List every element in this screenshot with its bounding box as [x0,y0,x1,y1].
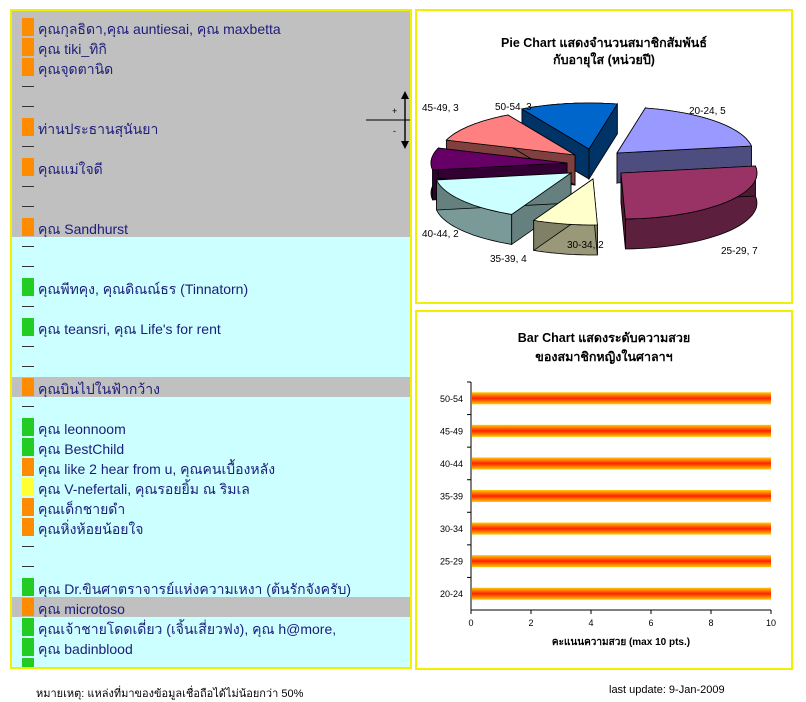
pie-chart [417,11,791,302]
status-marker [22,578,34,596]
member-name: คุณ microtoso [38,601,125,617]
status-marker [22,118,34,136]
status-marker [22,158,34,176]
pie-label-40-44: 40-44, 2 [422,229,459,240]
member-row [12,117,410,137]
member-row [12,637,410,657]
pie-label-35-39: 35-39, 4 [490,254,527,265]
member-row [12,57,410,77]
member-row [12,137,410,157]
member-name: ท่านประธานสุนันยา [38,121,159,137]
bar-40-44 [472,457,771,469]
member-row [12,497,410,517]
pie-label-20-24: 20-24, 5 [689,106,726,117]
y-tick-label: 35-39 [439,491,463,502]
bar-chart [417,312,791,668]
member-row [12,617,410,637]
pie-slice-top-20-24 [617,108,751,153]
status-marker [22,598,34,616]
member-row [12,577,410,597]
bar-chart-panel [415,310,793,670]
member-name: คุณ like 2 hear from u, คุณคนเบื้องหลัง [38,461,276,477]
y-tick-label: 45-49 [439,426,463,437]
member-list-panel [10,9,412,669]
bar-35-39 [472,490,771,502]
pie-chart-title: Pie Chart แสดงจำนวนสมาชิกสัมพันธ์ [501,36,707,50]
y-tick-label: 40-44 [439,458,463,469]
member-row [12,417,410,437]
status-marker [22,58,34,76]
member-row [12,217,410,237]
status-marker [22,458,34,476]
y-tick-label: 20-24 [439,589,463,600]
status-marker [22,218,34,236]
member-list [12,11,410,667]
member-row [12,17,410,37]
bar-45-49 [472,425,771,437]
member-row [12,377,410,397]
bar-chart-title: Bar Chart แสดงระดับความสวย [517,331,691,345]
status-marker [22,38,34,56]
bar-20-24 [472,588,771,600]
member-row [12,157,410,177]
x-tick-label: 10 [765,618,777,628]
status-marker [22,378,34,396]
status-marker [22,498,34,516]
pie-label-50-54: 50-54, 3 [495,102,532,113]
member-name: คุณ tiki_ทิกิ [38,41,107,57]
status-marker [22,438,34,456]
member-row [12,537,410,557]
member-name: คุณ badinblood [38,641,133,657]
status-marker [22,318,34,336]
member-name: คุณหิ่งห้อยน้อยใจ [38,521,144,537]
status-marker [22,518,34,536]
x-tick-label: 2 [528,618,534,628]
last-update: last update: 9-Jan-2009 [609,684,725,696]
member-name: คุณ BestChild [38,441,125,457]
member-name: คุณแม่ใจดี [38,161,103,177]
member-name: คุณเจ้าชายโดดเดี่ยว (เจิ้นเสี่ยวฟง), คุณ h@more, [38,621,337,637]
footnote: หมายเหตุ: แหล่งที่มาของข้อมูลเชื่อถือได้ไม่น้อยกว่า 50% [36,688,304,700]
member-row [12,77,410,97]
bar-50-54 [472,392,771,404]
arrow-down-icon [401,141,409,149]
member-name: คุณเด็กชายดำ [38,501,126,517]
member-row [12,177,410,197]
x-tick-label: 4 [588,618,594,628]
status-marker [22,18,34,36]
pie-chart-panel [415,9,793,304]
x-tick-label: 8 [708,618,714,628]
member-row [12,457,410,477]
member-row [12,597,410,617]
bar-chart-subtitle: ของสมาชิกหญิงในศาลาฯ [535,350,673,364]
member-name: คุณ V-nefertali, คุณรอยยิ้ม ณ ริมเล [38,481,250,497]
status-marker [22,638,34,656]
member-row [12,237,410,257]
member-row [12,97,410,117]
member-row [12,657,410,669]
status-marker [22,658,34,669]
bar-25-29 [472,555,771,567]
status-marker [22,478,34,496]
y-tick-label: 25-29 [439,556,463,567]
member-row [12,357,410,377]
scroll-control[interactable] [366,89,412,151]
pie-label-30-34: 30-34, 2 [567,240,604,251]
x-tick-label: 6 [648,618,654,628]
y-tick-label: 50-54 [439,393,463,404]
member-row [12,277,410,297]
plus-label: + [392,106,398,116]
member-row [12,437,410,457]
bar-30-34 [472,523,771,535]
pie-chart-subtitle: กับอายุใส (หน่วยปี) [553,53,655,67]
member-row [12,37,410,57]
member-name: คุณพีทคุง, คุณดิณณ์ธร (Tinnatorn) [38,281,249,297]
status-marker [22,278,34,296]
member-name: คุณ Dr.ขินศาตราจารย์แห่งความเหงา (ต้นรักจังครับ) [38,581,352,597]
member-row [12,397,410,417]
pie-label-45-49: 45-49, 3 [422,103,459,114]
member-row [12,257,410,277]
member-name: คุณ teansri, คุณ Life's for rent [38,321,221,337]
x-axis-label: คะแนนความสวย (max 10 pts.) [551,637,691,648]
member-row [12,517,410,537]
member-row [12,297,410,317]
x-tick-label: 0 [468,618,474,628]
pie-label-25-29: 25-29, 7 [721,246,758,257]
status-marker [22,618,34,636]
member-name: คุณ Sandhurst [38,221,129,237]
member-row [12,557,410,577]
member-name: คุณกุลธิดา,คุณ auntiesai, คุณ maxbetta [38,21,281,37]
member-name: คุณ leonnoom [38,421,126,437]
arrow-up-icon [401,91,409,99]
member-name: คุณจุดตานิด [38,61,114,77]
minus-label: - [393,126,396,136]
member-row [12,317,410,337]
member-row [12,197,410,217]
status-marker [22,418,34,436]
member-name: คุณบินไปในฟ้ากว้าง [38,381,160,397]
member-row [12,337,410,357]
y-tick-label: 30-34 [439,524,463,535]
member-row [12,477,410,497]
